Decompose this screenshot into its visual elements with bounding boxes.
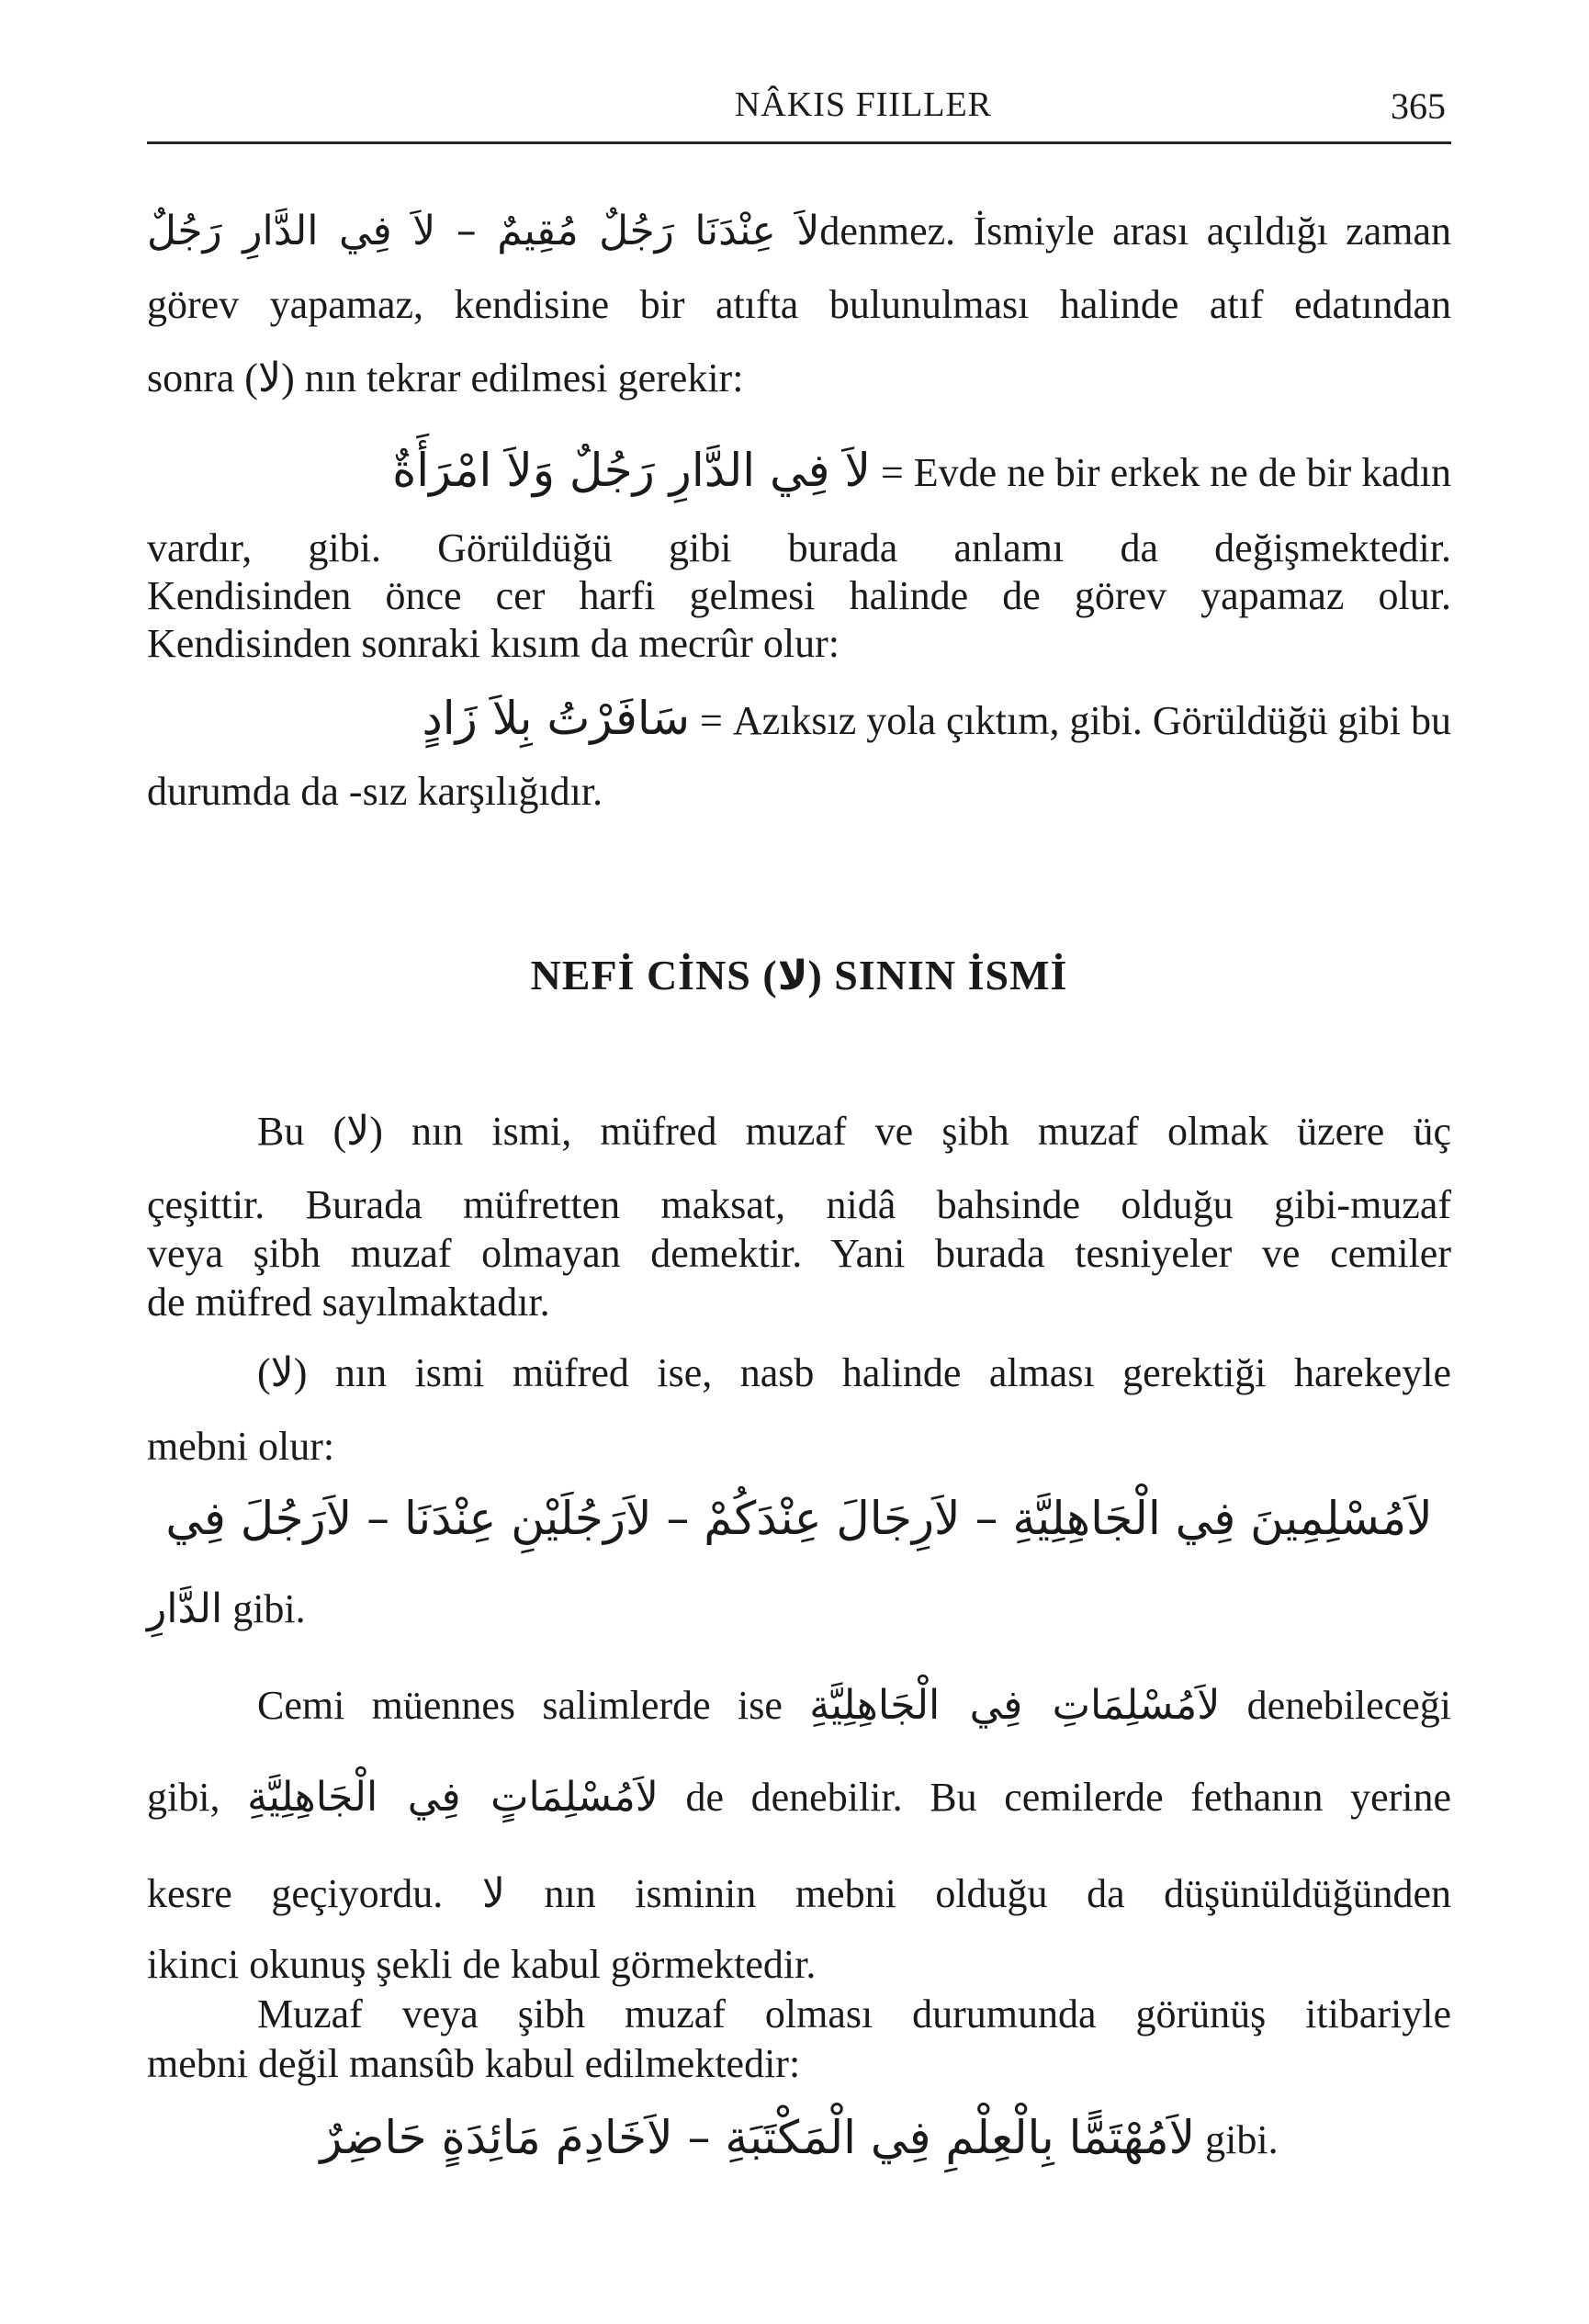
arabic-la: لا	[777, 953, 808, 999]
paragraph-6-line-1: Muzaf veya şibh muzaf olması durumunda görünüş itibariyle	[257, 1991, 1451, 2036]
arabic-example: لاَمُسْلِمَاتٍ فِي الْجَاهِلِيَّةِ	[247, 1774, 659, 1821]
page-number: 365	[1391, 85, 1446, 127]
text-run: ) nın tekrar edilmesi gerekir:	[281, 355, 744, 400]
text-run: denebileceği	[1246, 1683, 1451, 1728]
paragraph-1-line-1	[147, 207, 1451, 256]
arabic-example: لاَمُسْلِمَاتِ فِي الْجَاهِلِيَّةِ	[809, 1682, 1221, 1729]
paragraph-6-line-2: mebni değil mansûb kabul edilmektedir:	[147, 2041, 801, 2086]
heading-text: ) SININ İSMİ	[807, 952, 1068, 998]
example-3: لاَمُسْلِمِينَ فِي الْجَاهِلِيَّةِ – لاَرِجَالَ عِنْدَكُمْ – لاَرَجُلَيْنِ عِنْدَنَا – لاَرَجُلَ فِي	[165, 1492, 1433, 1545]
paragraph-3-line-2: çeşittir. Burada müfretten maksat, nidâ bahsinde olduğu gibi-muzaf	[147, 1182, 1451, 1227]
arabic-example: الدَّارِ	[147, 1585, 223, 1632]
paragraph-2-line-3: Kendisinden sonraki kısım da mecrûr olur:	[147, 621, 840, 666]
arabic-example: لاَمُهْتَمًّا بِالْعِلْمِ فِي الْمَكْتَبَةِ – لاَخَادِمَ مَائِدَةٍ حَاضِرٌ	[320, 2111, 1196, 2164]
paragraph-4-line-2: mebni olur:	[147, 1424, 335, 1469]
translation: = Azıksız yola çıktım, gibi. Görüldüğü gibi bu	[700, 698, 1451, 743]
paragraph-5-line-1	[257, 1681, 1451, 1731]
arabic-example: لاَ فِي الدَّارِ رَجُلٌ وَلاَ امْرَأَةٌ	[392, 444, 871, 497]
example-4	[147, 2113, 1451, 2165]
arabic-la: لا	[481, 1870, 505, 1917]
text-run: ) nın ismi müfred ise, nasb halinde alması gerektiği harekeyle	[293, 1350, 1451, 1395]
running-title: NÂKIS FIILLER	[734, 85, 993, 124]
text-run: ) nın ismi, müfred muzaf ve şibh muzaf olmak üzere üç	[369, 1109, 1451, 1154]
paragraph-5-line-3	[147, 1869, 1451, 1919]
paragraph-3-line-1	[257, 1107, 1451, 1156]
paragraph-2-line-1: vardır, gibi. Görüldüğü gibi burada anlamı da değişmektedir.	[147, 525, 1451, 570]
arabic-la: لا	[346, 1108, 370, 1155]
paragraph-1-line-2: görev yapamaz, kendisine bir atıfta bulunulması halinde atıf edatından	[147, 282, 1451, 327]
text-run: denmez. İsmiyle arası açıldığı zaman	[819, 209, 1451, 254]
text-run: Bu (	[257, 1109, 347, 1154]
text-run: gibi.	[1205, 2117, 1279, 2162]
paragraph-3-line-4: de müfred sayılmaktadır.	[147, 1280, 550, 1325]
section-heading	[147, 951, 1451, 999]
heading-text: NEFİ CİNS (	[530, 952, 778, 998]
paragraph-2-line-2: Kendisinden önce cer harfi gelmesi halinde de görev yapamaz olur.	[147, 573, 1451, 618]
text-run: gibi,	[147, 1775, 220, 1820]
arabic-example: سَافَرْتُ بِلاَ زَادٍ	[422, 692, 691, 745]
page-header	[147, 85, 1451, 144]
text-run: kesre geçiyordu.	[147, 1871, 444, 1916]
example-3-end	[147, 1585, 1451, 1634]
text-run: de denebilir. Bu cemilerde fethanın yerine	[685, 1775, 1452, 1820]
paragraph-4-line-1	[257, 1348, 1451, 1398]
text-run: nın isminin mebni olduğu da düşünüldüğünden	[544, 1871, 1452, 1916]
text-run: sonra (	[147, 355, 258, 400]
paragraph-5-line-2	[147, 1773, 1451, 1822]
paragraph-5-line-4: ikinci okunuş şekli de kabul görmektedir.	[147, 1942, 817, 1987]
example-2-continued: durumda da -sız karşılığıdır.	[147, 769, 603, 814]
paragraph-1-line-3	[147, 354, 1451, 403]
translation: = Evde ne bir erkek ne de bir kadın	[880, 450, 1451, 495]
text-run: (	[257, 1350, 271, 1395]
arabic-example: لاَ عِنْدَنَا رَجُلٌ مُقِيمٌ – لاَ فِي الدَّارِ رَجُلٌ	[147, 208, 820, 254]
text-run: Cemi müennes salimlerde ise	[257, 1683, 783, 1728]
paragraph-3-line-3: veya şibh muzaf olmayan demektir. Yani burada tesniyeler ve cemiler	[147, 1231, 1451, 1276]
arabic-la: لا	[257, 355, 282, 401]
example-1	[147, 446, 1451, 498]
example-2	[147, 694, 1451, 746]
text-run: gibi.	[232, 1586, 306, 1631]
arabic-la: لا	[270, 1349, 294, 1396]
